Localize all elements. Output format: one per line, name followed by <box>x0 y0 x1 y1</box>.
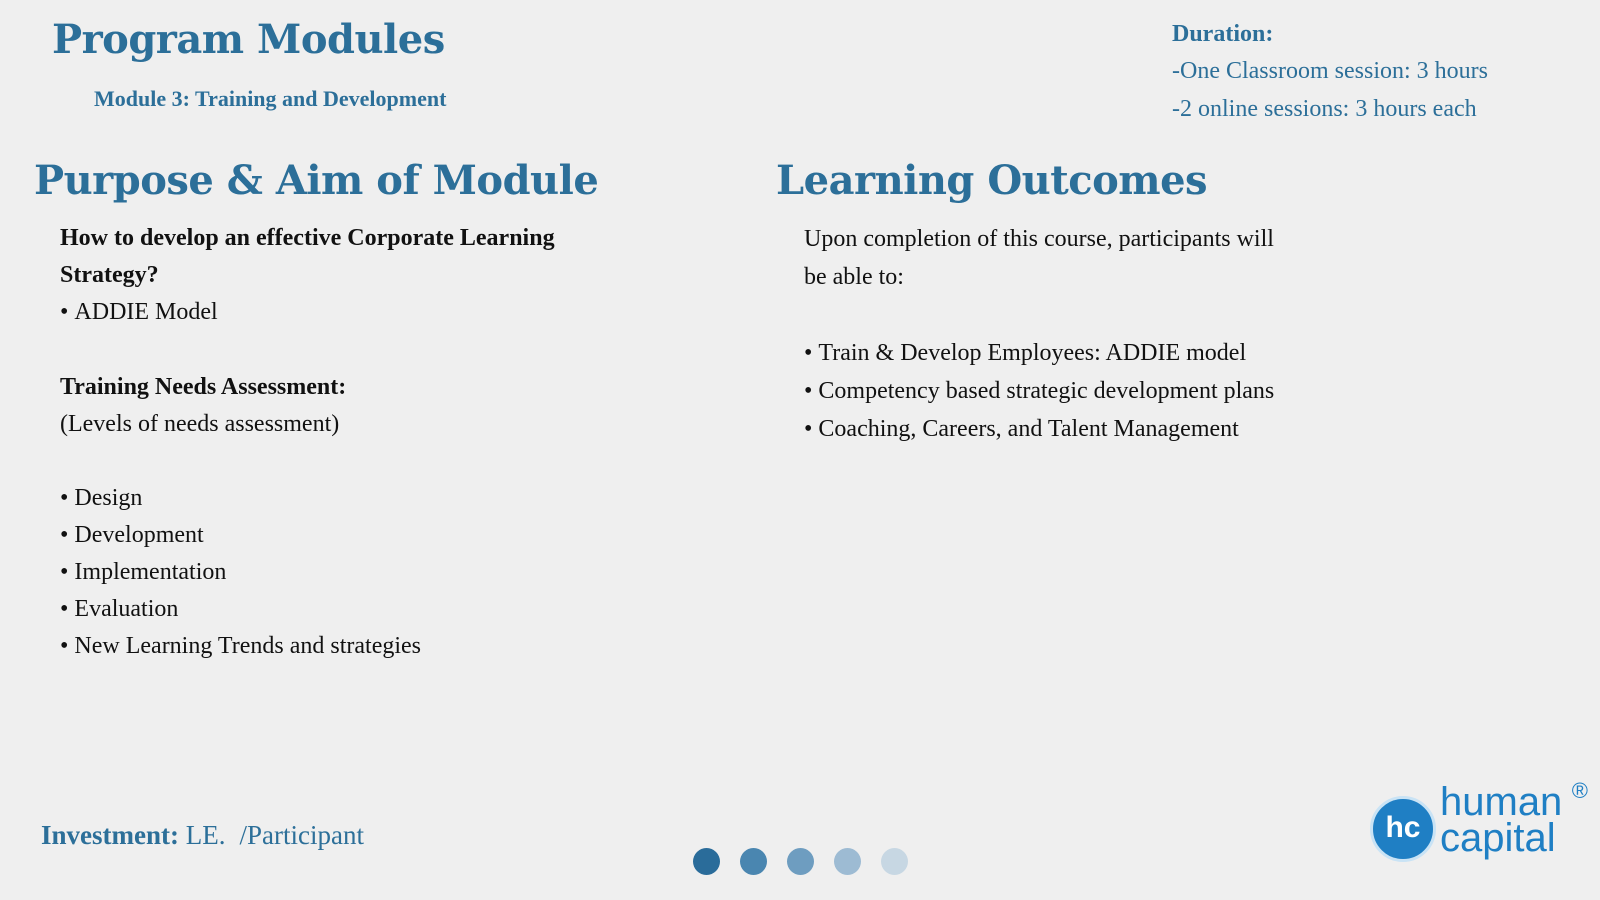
list-item: • Implementation <box>60 554 680 591</box>
tna-heading: Training Needs Assessment: <box>60 374 347 400</box>
list-item: • Train & Develop Employees: ADDIE model <box>804 334 1444 372</box>
outcomes-intro-line2: be able to: <box>804 264 904 290</box>
logo-wordmark <box>1440 780 1563 860</box>
page-title: Program Modules <box>52 16 445 63</box>
pagination-dot[interactable] <box>693 848 720 875</box>
pagination-dot[interactable] <box>881 848 908 875</box>
investment-per-participant: /Participant <box>239 820 364 850</box>
purpose-question-line2: Strategy? <box>60 262 159 288</box>
pagination-dot[interactable] <box>740 848 767 875</box>
human-capital-logo <box>1370 778 1590 878</box>
tna-subheading: (Levels of needs assessment) <box>60 411 340 437</box>
duration-line-classroom: -One Classroom session: 3 hours <box>1172 58 1488 84</box>
list-item: • Development <box>60 517 680 554</box>
purpose-heading: Purpose & Aim of Module <box>34 157 599 204</box>
outcomes-heading: Learning Outcomes <box>776 157 1208 204</box>
list-item-addie: • ADDIE Model <box>60 294 680 331</box>
list-item: • Design <box>60 480 680 517</box>
list-item: • Coaching, Careers, and Talent Management <box>804 410 1444 448</box>
pagination-dot[interactable] <box>787 848 814 875</box>
duration-line-online: -2 online sessions: 3 hours each <box>1172 96 1477 122</box>
list-item: • Evaluation <box>60 591 680 628</box>
logo-word-human: human <box>1440 780 1563 824</box>
hc-logo-icon: hc <box>1370 796 1436 862</box>
duration-label: Duration: <box>1172 21 1274 47</box>
purpose-question-line1: How to develop an effective Corporate Learning <box>60 225 555 251</box>
list-item: • Competency based strategic development plans <box>804 372 1444 410</box>
logo-word-capital: capital <box>1440 816 1556 860</box>
investment-currency: LE. <box>185 820 226 850</box>
outcomes-body <box>804 220 1444 448</box>
purpose-body <box>60 220 680 665</box>
module-subtitle: Module 3: Training and Development <box>94 86 447 111</box>
investment-label: Investment: <box>41 820 179 850</box>
duration-block <box>1172 16 1488 128</box>
investment-line <box>41 820 364 851</box>
registered-icon: ® <box>1571 778 1588 803</box>
pagination-dot[interactable] <box>834 848 861 875</box>
list-item: • New Learning Trends and strategies <box>60 628 680 665</box>
outcomes-intro-line1: Upon completion of this course, participants will <box>804 226 1274 252</box>
pagination-dots <box>693 848 908 875</box>
